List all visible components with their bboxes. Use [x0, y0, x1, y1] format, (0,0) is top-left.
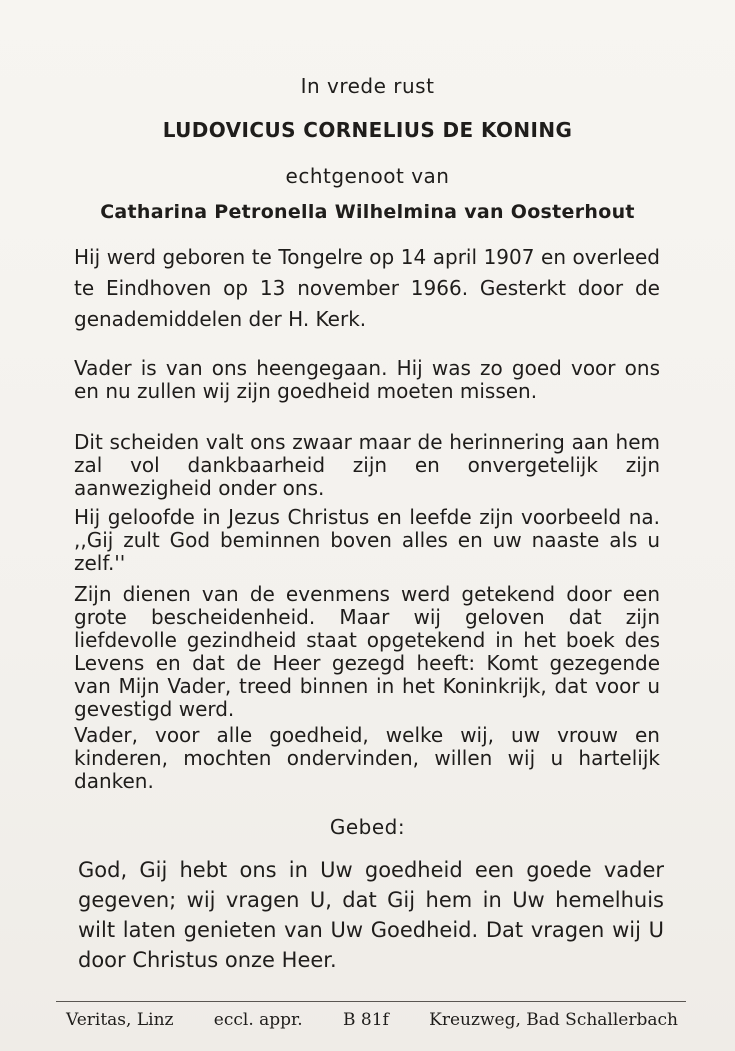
footer-divider [56, 1001, 686, 1002]
footer-title: Kreuzweg, Bad Schallerbach [429, 1010, 678, 1030]
paragraph-3: Hij geloofde in Jezus Christus en leefde zijn voorbeeld na. ,,Gij zult God beminnen boven alles en uw naaste als u zelf.'' [74, 505, 660, 575]
relation-line: echtgenoot van [285, 164, 450, 188]
paragraph-1: Vader is van ons heengegaan. Hij was zo goed voor ons en nu zullen wij zijn goedheid moeten missen. [74, 356, 660, 403]
deceased-name: LUDOVICUS CORNELIUS DE KONING [162, 118, 573, 142]
spouse-name: Catharina Petronella Wilhelmina van Oosterhout [100, 201, 635, 223]
prayer-text: God, Gij hebt ons in Uw goedheid een goede vader gegeven; wij vragen U, dat Gij hem in Uw hemelhuis wilt laten genieten van Uw Goedheid. Dat vragen wij U door Christus onze Heer. [78, 858, 664, 972]
footer-approval: eccl. appr. [213, 1010, 303, 1030]
biography: Hij werd geboren te Tongelre op 14 april 1907 en overleed te Eindhoven op 13 november 1966. Gesterkt door de genademiddelen der H. Kerk. [74, 245, 660, 331]
footer [66, 1010, 678, 1030]
footer-code: B 81f [343, 1010, 389, 1030]
paragraph-4: Zijn dienen van de evenmens werd getekend door een grote bescheidenheid. Maar wij geloven dat zijn liefdevolle gezindheid staat opgetekend in het boek des Levens en dat de Heer gezegd heeft: Komt gezegende van Mijn Vader, treed binnen in het Koninkrijk, dat voor u gevestigd werd. [74, 582, 660, 721]
prayer-title: Gebed: [329, 815, 406, 839]
rest-line: In vrede rust [300, 74, 435, 98]
paragraph-5: Vader, voor alle goedheid, welke wij, uw vrouw en kinderen, mochten ondervinden, willen wij u hartelijk danken. [74, 723, 660, 793]
footer-publisher: Veritas, Linz [66, 1010, 174, 1030]
paragraph-2: Dit scheiden valt ons zwaar maar de herinnering aan hem zal vol dankbaarheid zijn en onvergetelijk zijn aanwezigheid onder ons. [74, 430, 660, 500]
